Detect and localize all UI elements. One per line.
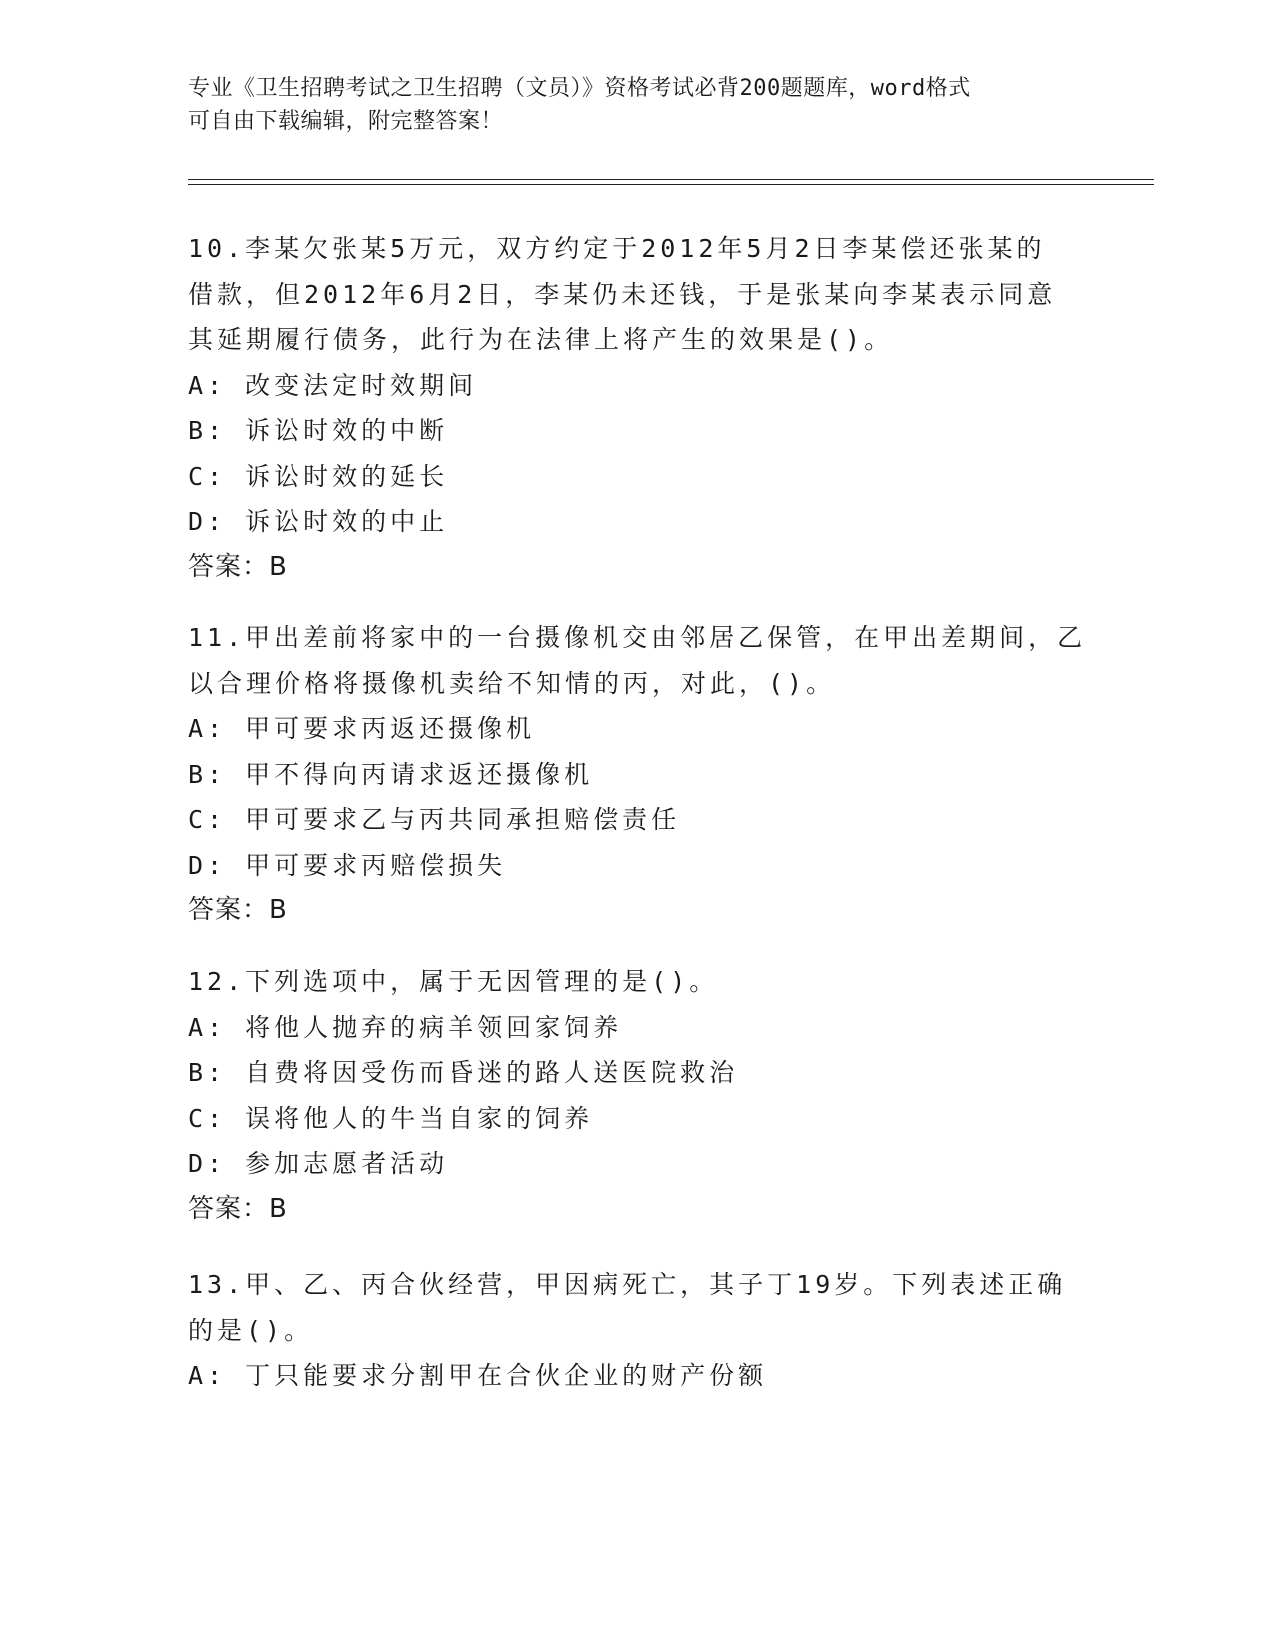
question-12 bbox=[188, 959, 1088, 1232]
question-stem-line: 其延期履行债务，此行为在法律上将产生的效果是()。 bbox=[188, 325, 894, 354]
option-d: D: 参加志愿者活动 bbox=[188, 1149, 449, 1178]
question-stem-line: 以合理价格将摄像机卖给不知情的丙，对此，()。 bbox=[188, 668, 836, 698]
question-stem-line: 13.甲、乙、丙合伙经营，甲因病死亡，其子丁19岁。下列表述正确 bbox=[188, 1270, 1067, 1299]
question-stem-line: 的是()。 bbox=[188, 1315, 314, 1345]
answer-label: 答案：B bbox=[188, 1193, 288, 1224]
question-stem-line: 12.下列选项中，属于无因管理的是()。 bbox=[188, 967, 719, 996]
option-b: B: 自费将因受伤而昏迷的路人送医院救治 bbox=[188, 1058, 739, 1087]
header-rule-top bbox=[188, 179, 1154, 180]
header-line-2: 可自由下载编辑，附完整答案！ bbox=[188, 109, 504, 134]
question-stem-line: 借款，但2012年6月2日，李某仍未还钱，于是张某向李某表示同意 bbox=[188, 279, 1057, 309]
question-10 bbox=[188, 226, 1088, 590]
option-c: C: 误将他人的牛当自家的饲养 bbox=[188, 1103, 594, 1133]
option-b: B: 甲不得向丙请求返还摄像机 bbox=[188, 759, 594, 789]
question-stem-line: 10.李某欠张某5万元，双方约定于2012年5月2日李某偿还张某的 bbox=[188, 234, 1046, 263]
answer-label: 答案：B bbox=[188, 895, 288, 925]
question-13 bbox=[188, 1262, 1088, 1399]
header-rule-bottom bbox=[188, 184, 1154, 185]
option-c: C: 诉讼时效的延长 bbox=[188, 461, 449, 491]
option-a: A: 改变法定时效期间 bbox=[188, 370, 478, 400]
question-stem-line: 11.甲出差前将家中的一台摄像机交由邻居乙保管，在甲出差期间，乙 bbox=[188, 623, 1087, 652]
option-c: C: 甲可要求乙与丙共同承担赔偿责任 bbox=[188, 805, 681, 834]
option-d: D: 甲可要求丙赔偿损失 bbox=[188, 850, 507, 880]
header-line-1: 专业《卫生招聘考试之卫生招聘（文员）》资格考试必背200题题库，word格式 bbox=[188, 76, 971, 101]
option-a: A: 将他人抛弃的病羊领回家饲养 bbox=[188, 1012, 623, 1042]
option-d: D: 诉讼时效的中止 bbox=[188, 507, 449, 536]
question-11 bbox=[188, 615, 1088, 934]
document-header bbox=[188, 72, 1088, 138]
answer-label: 答案：B bbox=[188, 551, 288, 582]
option-a: A: 甲可要求丙返还摄像机 bbox=[188, 714, 536, 743]
option-b: B: 诉讼时效的中断 bbox=[188, 416, 449, 445]
option-a: A: 丁只能要求分割甲在合伙企业的财产份额 bbox=[188, 1361, 768, 1390]
